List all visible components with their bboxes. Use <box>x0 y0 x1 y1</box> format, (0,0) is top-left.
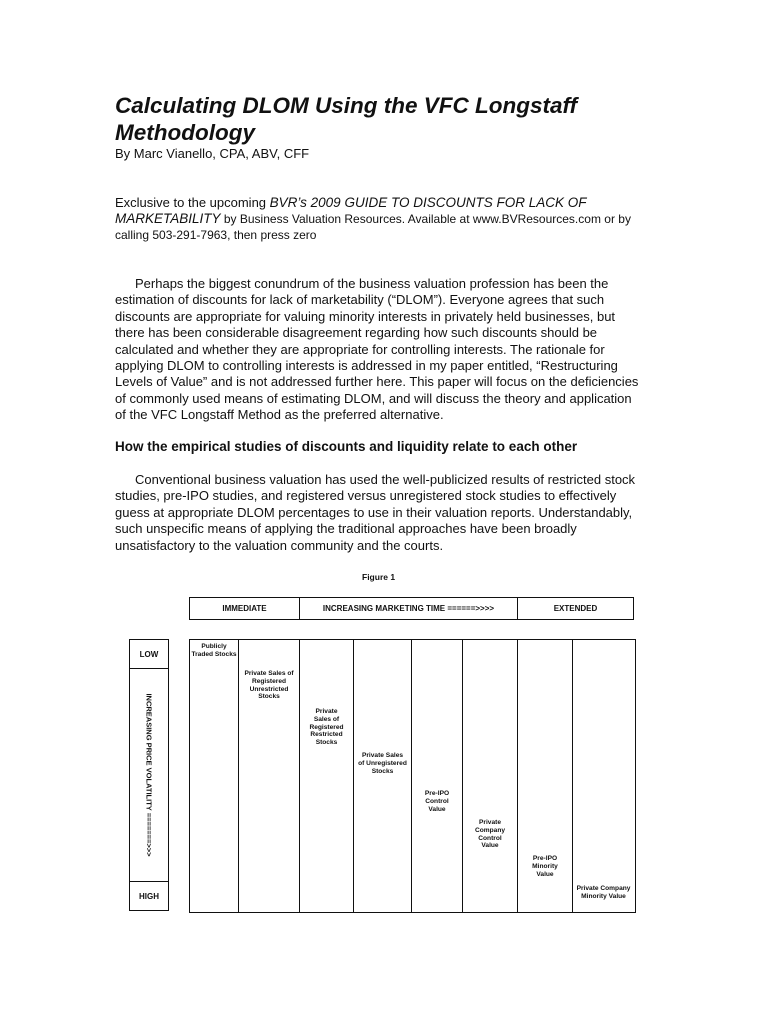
grid-column <box>463 640 518 912</box>
header-extended: EXTENDED <box>553 604 598 613</box>
cell-private-company-minority: Private Company Minority Value <box>576 885 631 900</box>
cell-private-company-control: Private Company Control Value <box>474 819 506 850</box>
document-title: Calculating DLOM Using the VFC Longstaff Methodology <box>115 93 578 145</box>
header-immediate: IMMEDIATE <box>190 598 300 619</box>
axis-high-label: HIGH <box>130 881 168 910</box>
grid-column <box>239 640 300 912</box>
axis-low-label: LOW <box>130 640 168 669</box>
figure-caption: Figure 1 <box>362 572 396 582</box>
cell-unregistered: Private Sales of Unregistered Stocks <box>358 752 407 775</box>
grid-column <box>573 640 634 912</box>
book-title: BVR’s 2009 GUIDE TO DISCOUNTS FOR LACK OF MARKETABILITY <box>115 195 587 226</box>
exclusive-post: by Business Valuation Resources. Available at www.BVResources.com or by calling 503-291-7963, then press zero <box>115 212 631 242</box>
grid-column <box>518 640 573 912</box>
cell-registered-restricted: Private Sales of Registered Restricted Stocks <box>309 708 344 747</box>
grid-column <box>190 640 239 912</box>
intro-paragraph <box>115 276 645 424</box>
byline: By Marc Vianello, CPA, ABV, CFF <box>115 146 310 161</box>
figure-header-row <box>189 597 634 620</box>
axis-volatility-label: INCREASING PRICE VOLATILITY =======>>> <box>144 693 154 857</box>
body-paragraph <box>115 472 645 554</box>
grid-column <box>300 640 354 912</box>
exclusive-note <box>115 195 655 243</box>
body-paragraph-text: Conventional business valuation has used the well-publicized results of restricted stock studies, pre-IPO studies, and registered versus unregistered stock studies to effectively guess at appropriate DLOM percentages to use in their valuation reports. Understandably, such unspecific means of applying the traditional approaches have been broadly unsatisfactory to the valuation community and the courts. <box>115 472 636 553</box>
cell-pre-ipo-minority: Pre-IPO Minority Value <box>532 855 558 878</box>
exclusive-pre: Exclusive to the upcoming <box>115 195 270 210</box>
cell-pre-ipo-control: Pre-IPO Control Value <box>424 790 450 813</box>
header-increasing-marketing-time: INCREASING MARKETING TIME ======>>>> <box>300 598 518 619</box>
volatility-axis <box>129 639 169 911</box>
cell-publicly-traded: Publicly Traded Stocks <box>191 643 237 658</box>
cell-registered-unrestricted: Private Sales of Registered Unrestricted Stocks <box>244 670 294 701</box>
grid-column <box>354 640 412 912</box>
section-heading: How the empirical studies of discounts and liquidity relate to each other <box>115 439 578 454</box>
figure-grid <box>189 639 636 913</box>
grid-column <box>412 640 463 912</box>
intro-paragraph-text: Perhaps the biggest conundrum of the business valuation profession has been the estimation of discounts for lack of marketability (“DLOM”). Everyone agrees that such discounts are appropriate for valuing minority interests in privately held businesses, but there has been considerable disagreement regarding how such discounts should be calculated and whether they are appropriate for controlling interests. The rationale for applying DLOM to controlling interests is addressed in my paper entitled, “Restructuring Levels of Value” and is not addressed further here. This paper will focus on the deficiencies of commonly used means of estimating DLOM, and will discuss the theory and application of the VFC Longstaff Method as the preferred alternative. <box>115 276 639 423</box>
